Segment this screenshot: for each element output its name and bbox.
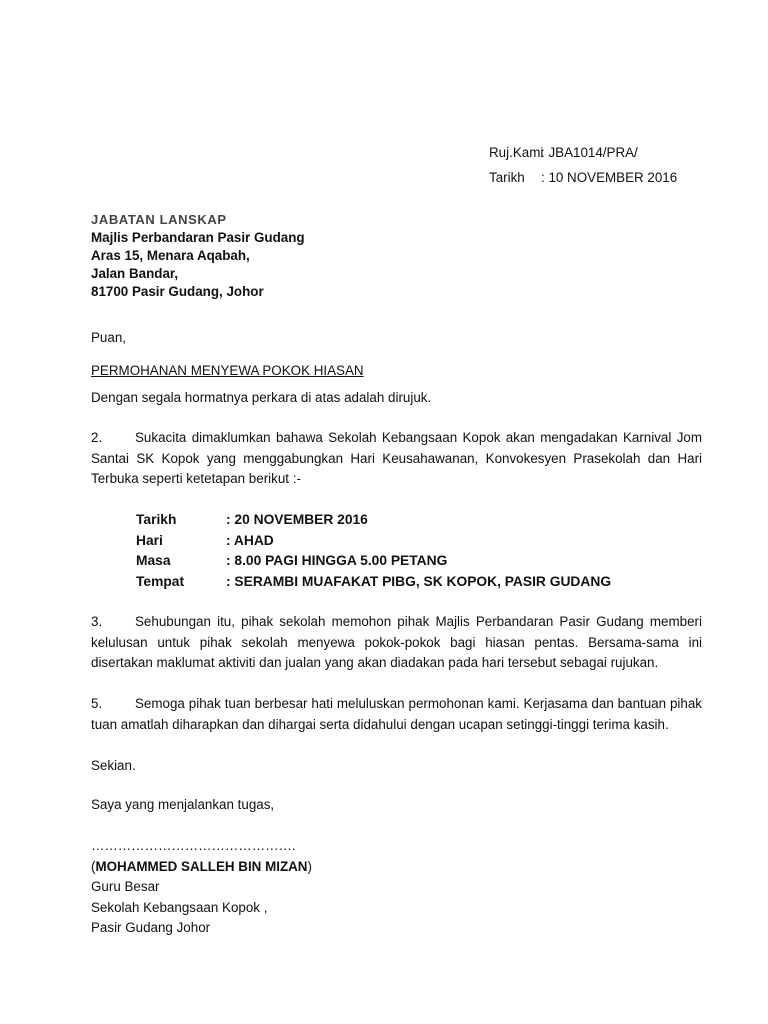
recipient-line-1: Majlis Perbandaran Pasir Gudang xyxy=(91,230,305,245)
signatory-school: Sekolah Kebangsaan Kopok , xyxy=(91,899,268,915)
paragraph-3 xyxy=(91,612,702,674)
detail-row xyxy=(136,572,611,593)
event-details xyxy=(136,510,611,592)
detail-row xyxy=(136,531,611,552)
recipient-line-4: 81700 Pasir Gudang, Johor xyxy=(91,284,264,299)
detail-label: Tempat xyxy=(136,573,185,589)
paragraph-2 xyxy=(91,428,702,490)
date-label: Tarikh xyxy=(489,170,525,185)
detail-row xyxy=(136,510,611,531)
recipient-line-3: Jalan Bandar, xyxy=(91,266,179,281)
opening-line: Dengan segala hormatnya perkara di atas adalah dirujuk. xyxy=(91,390,432,405)
salutation: Puan, xyxy=(91,330,126,345)
signatory-title: Guru Besar xyxy=(91,879,160,894)
detail-label: Tarikh xyxy=(136,512,177,527)
detail-row xyxy=(136,551,611,572)
detail-value: : 20 NOVEMBER 2016 xyxy=(226,512,368,527)
signatory-name-line xyxy=(91,857,312,878)
reference-label: Ruj.Kami xyxy=(489,145,544,160)
date-value: : 10 NOVEMBER 2016 xyxy=(541,170,678,185)
reference-value: : JBA1014/PRA/ xyxy=(541,145,638,160)
close-paren: ) xyxy=(307,858,312,874)
signature-block xyxy=(91,836,312,939)
recipient-address xyxy=(91,211,305,301)
signatory-name: MOHAMMED SALLEH BIN MIZAN xyxy=(95,858,308,874)
paragraph-2-text: Sukacita dimaklumkan bahawa Sekolah Kebangsaan Kopok akan mengadakan Karnival Jom Santai SK Kopok yang menggabungkan Hari Keusahawanan, Konvokesyen Prasekolah dan Hari Terbuka seperti ketetapan berikut :- xyxy=(91,430,702,486)
paragraph-5-number: 5. xyxy=(91,696,103,711)
paragraph-3-text: Sehubungan itu, pihak sekolah memohon pihak Majlis Perbandaran Pasir Gudang memberi kelulusan untuk pihak sekolah menyewa pokok-pokok bagi hiasan pentas. Bersama-sama ini disertakan maklumat aktiviti dan jualan yang akan diadakan pada hari tersebut sebagai rujukan. xyxy=(91,614,702,670)
closing-duty-line: Saya yang menjalankan tugas, xyxy=(91,797,275,812)
letter-subject: PERMOHANAN MENYEWA POKOK HIASAN xyxy=(91,363,364,378)
detail-value: : SERAMBI MUAFAKAT PIBG, SK KOPOK, PASIR GUDANG xyxy=(226,573,612,589)
recipient-department: JABATAN LANSKAP xyxy=(91,212,227,227)
detail-value: : 8.00 PAGI HINGGA 5.00 PETANG xyxy=(226,553,448,568)
paragraph-5-text: Semoga pihak tuan berbesar hati meluluskan permohonan kami. Kerjasama dan bantuan pihak tuan amatlah diharapkan dan dihargai serta didahului dengan ucapan setinggi-tinggi terima kasih. xyxy=(91,696,702,732)
detail-value: : AHAD xyxy=(226,532,274,548)
signature-line: ………………………………………. xyxy=(91,838,296,853)
closing: Sekian. xyxy=(91,758,136,773)
signatory-location: Pasir Gudang Johor xyxy=(91,920,211,935)
paragraph-3-number: 3. xyxy=(91,614,103,629)
open-paren: ( xyxy=(91,858,96,874)
detail-label: Hari xyxy=(136,532,163,548)
paragraph-2-number: 2. xyxy=(91,430,103,445)
recipient-line-2: Aras 15, Menara Aqabah, xyxy=(91,248,250,263)
paragraph-5 xyxy=(91,694,702,735)
detail-label: Masa xyxy=(136,553,171,568)
